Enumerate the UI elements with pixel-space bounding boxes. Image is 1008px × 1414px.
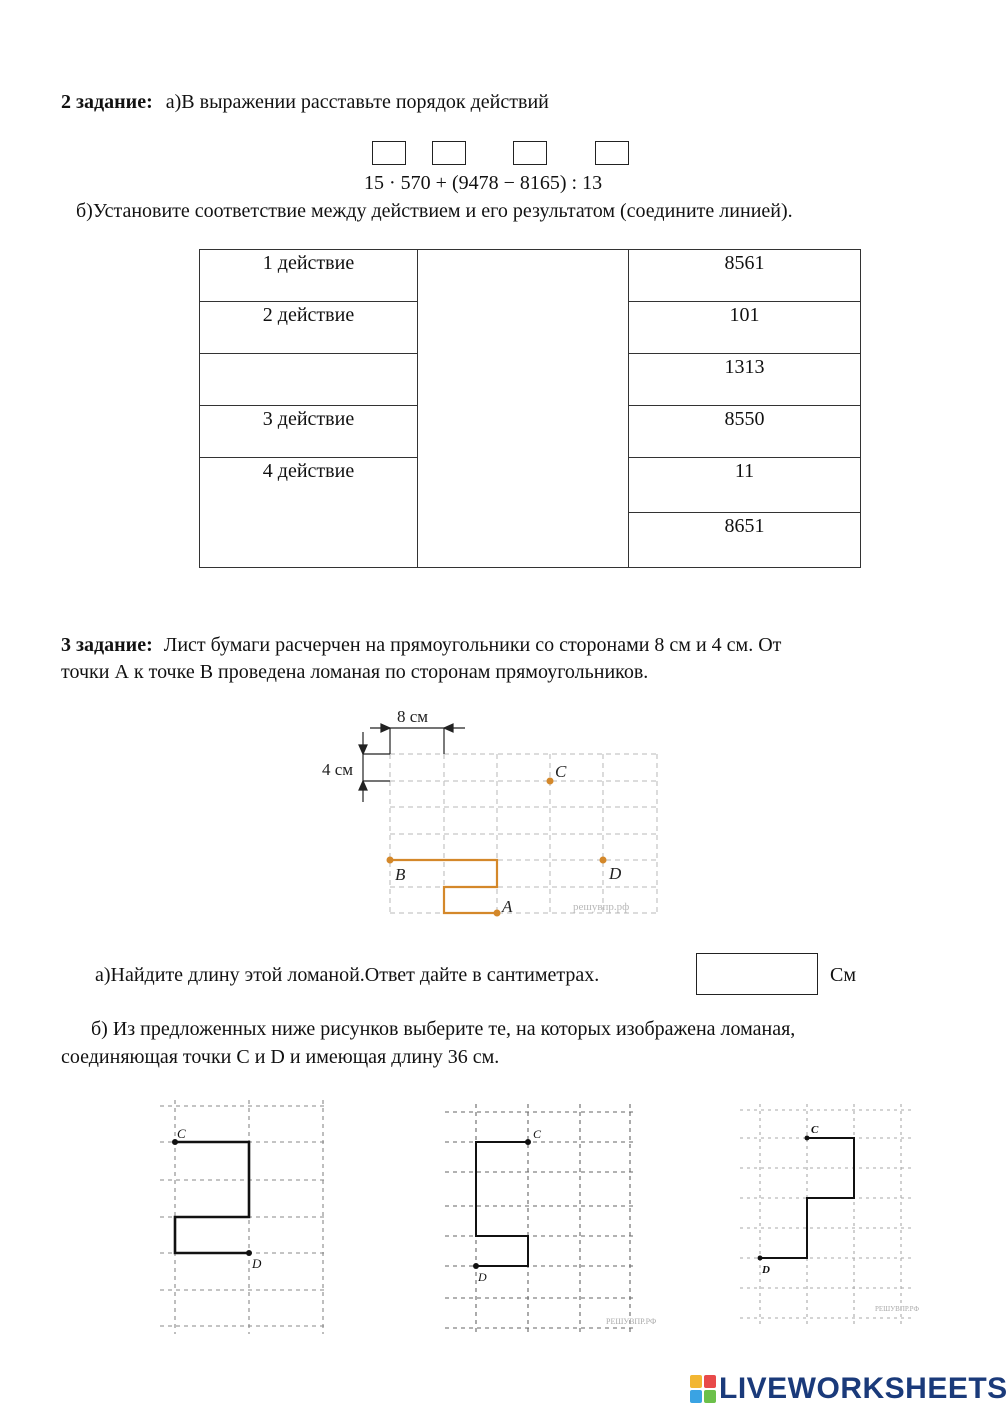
- task3-line2: точки А к точке В проведена ломаная по сторонам прямоугольников.: [61, 661, 649, 683]
- option3-label-c: C: [811, 1124, 819, 1136]
- point-c-dot: [547, 778, 554, 785]
- option2-label-c: C: [533, 1127, 542, 1141]
- task2-title: 2 задание:: [61, 91, 153, 113]
- width-label: 8 см: [397, 707, 429, 726]
- task3-part-b-line2: соединяющая точки С и D и имеющая длину 36 см.: [61, 1046, 500, 1068]
- label-c: C: [555, 762, 567, 781]
- result-cell[interactable]: 11: [629, 458, 861, 513]
- label-d: D: [609, 864, 622, 883]
- action-cell[interactable]: [200, 354, 418, 406]
- order-box-2[interactable]: [432, 141, 466, 165]
- matching-table: [199, 249, 861, 568]
- result-cell[interactable]: 8651: [629, 513, 861, 568]
- option-figure-3[interactable]: [735, 1102, 920, 1332]
- main-grid-figure: [315, 700, 675, 925]
- logo-text: LIVEWORKSHEETS: [719, 1372, 1008, 1405]
- label-a: A: [502, 897, 513, 916]
- task3-line1-text: Лист бумаги расчерчен на прямоугольники со сторонами 8 см и 4 см. От: [163, 634, 782, 656]
- result-cell[interactable]: 1313: [629, 354, 861, 406]
- action-cell[interactable]: 2 действие: [200, 302, 418, 354]
- label-b: B: [395, 865, 406, 884]
- option1-label-c: C: [177, 1126, 186, 1141]
- point-a-dot: [494, 910, 501, 917]
- order-box-1[interactable]: [372, 141, 406, 165]
- figure-watermark: решувпр.рф: [573, 901, 630, 913]
- point-d-dot: [600, 857, 607, 864]
- unit-label: См: [830, 964, 856, 986]
- task2-expression: 15 · 570 + (9478 − 8165) : 13: [364, 172, 603, 194]
- length-answer-input[interactable]: [696, 953, 818, 995]
- task3-title: 3 задание:: [61, 634, 153, 656]
- polyline-ab: [390, 860, 497, 913]
- order-box-4[interactable]: [595, 141, 629, 165]
- dimension-markers: [359, 724, 465, 802]
- task2-header: [61, 88, 549, 116]
- option-figure-2[interactable]: [440, 1102, 657, 1338]
- task3-part-b-line1: б) Из предложенных ниже рисунков выберите те, на которых изображена ломаная,: [91, 1018, 796, 1040]
- option3-label-d: D: [762, 1264, 770, 1276]
- height-label: 4 см: [322, 760, 354, 779]
- point-b-dot: [387, 857, 394, 864]
- grid-lines: [390, 754, 657, 915]
- task3-part-a: а)Найдите длину этой ломаной.Ответ дайте в сантиметрах.: [95, 964, 600, 986]
- task2-part-a: а)В выражении расставьте порядок действий: [165, 91, 549, 113]
- action-cell[interactable]: 3 действие: [200, 406, 418, 458]
- connection-area[interactable]: [418, 250, 629, 568]
- result-cell[interactable]: 8550: [629, 406, 861, 458]
- option2-label-d: D: [478, 1270, 487, 1284]
- option3-watermark: РЕШУВПР.РФ: [875, 1305, 919, 1313]
- option2-watermark: РЕШУВПР.РФ: [606, 1317, 657, 1326]
- option-figure-1[interactable]: [155, 1098, 335, 1338]
- action-cell[interactable]: 1 действие: [200, 250, 418, 302]
- task2-part-b: б)Установите соответствие между действием и его результатом (соедините линией).: [76, 200, 793, 222]
- action-cell[interactable]: 4 действие: [200, 458, 418, 568]
- result-cell[interactable]: 8561: [629, 250, 861, 302]
- liveworksheets-logo: [690, 1372, 1008, 1406]
- result-cell[interactable]: 101: [629, 302, 861, 354]
- logo-icon: [690, 1375, 716, 1403]
- task3-line1: [61, 631, 781, 659]
- order-box-3[interactable]: [513, 141, 547, 165]
- option1-label-d: D: [252, 1256, 262, 1271]
